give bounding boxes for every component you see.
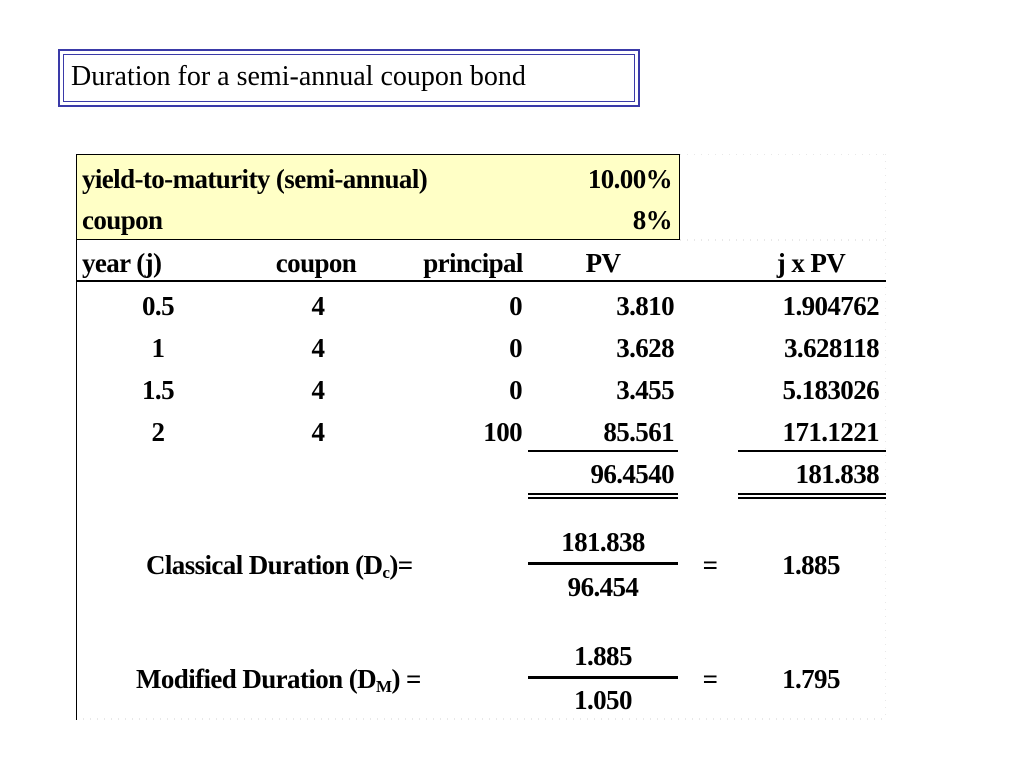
header-year: year (j) bbox=[82, 248, 162, 278]
cell-year: 2 bbox=[151, 417, 165, 447]
left-border bbox=[76, 240, 77, 720]
cell-jpv: 171.1221 bbox=[782, 417, 879, 447]
pv-sum-line bbox=[528, 450, 678, 452]
cell-coupon: 4 bbox=[311, 291, 325, 321]
header-principal: principal bbox=[423, 248, 523, 278]
cell-pv: 85.561 bbox=[603, 417, 674, 447]
cell-jpv: 5.183026 bbox=[782, 375, 879, 405]
classical-result: 1.885 bbox=[782, 550, 840, 580]
coupon-value[interactable]: 8% bbox=[632, 205, 672, 235]
cell-pv: 3.455 bbox=[616, 375, 674, 405]
cell-principal: 0 bbox=[509, 333, 522, 363]
modified-equals: = bbox=[702, 664, 718, 694]
jpv-total-double-line bbox=[738, 493, 886, 499]
ytm-label: yield-to-maturity (semi-annual) bbox=[82, 164, 428, 194]
cell-year: 0.5 bbox=[142, 291, 174, 321]
header-underline bbox=[76, 280, 886, 282]
cell-pv: 3.628 bbox=[616, 333, 674, 363]
cell-principal: 100 bbox=[483, 417, 522, 447]
cell-year: 1.5 bbox=[142, 375, 174, 405]
cell-coupon: 4 bbox=[311, 417, 325, 447]
classical-denominator: 96.454 bbox=[567, 572, 639, 602]
total-pv: 96.4540 bbox=[590, 459, 674, 489]
title-box bbox=[58, 49, 640, 107]
modified-denominator: 1.050 bbox=[574, 685, 632, 715]
cell-principal: 0 bbox=[509, 291, 522, 321]
cell-coupon: 4 bbox=[311, 375, 325, 405]
pv-total-double-line bbox=[528, 493, 678, 499]
cell-principal: 0 bbox=[509, 375, 522, 405]
page-title: Duration for a semi-annual coupon bond bbox=[63, 54, 635, 102]
modified-result: 1.795 bbox=[782, 664, 840, 694]
coupon-label: coupon bbox=[82, 205, 163, 235]
classical-equals: = bbox=[702, 550, 718, 580]
cell-jpv: 3.628118 bbox=[784, 333, 879, 363]
header-coupon: coupon bbox=[275, 248, 357, 278]
header-jpv: j x PV bbox=[776, 248, 846, 278]
spreadsheet bbox=[76, 154, 886, 720]
ytm-value[interactable]: 10.00% bbox=[587, 164, 672, 194]
cell-pv: 3.810 bbox=[616, 291, 674, 321]
classical-fraction-bar bbox=[528, 562, 678, 565]
cell-jpv: 1.904762 bbox=[782, 291, 879, 321]
classical-duration-label: Classical Duration $(D_c)=$ bbox=[146, 550, 413, 582]
total-jpv: 181.838 bbox=[795, 459, 879, 489]
cell-coupon: 4 bbox=[311, 333, 325, 363]
modified-duration-label: Modified Duration $(D_M)$ = bbox=[136, 664, 421, 696]
modified-fraction-bar bbox=[528, 676, 678, 679]
jpv-sum-line bbox=[738, 450, 886, 452]
classical-numerator: 181.838 bbox=[561, 527, 645, 557]
modified-numerator: 1.885 bbox=[574, 641, 632, 671]
cell-year: 1 bbox=[151, 333, 165, 363]
header-pv: PV bbox=[585, 248, 621, 278]
